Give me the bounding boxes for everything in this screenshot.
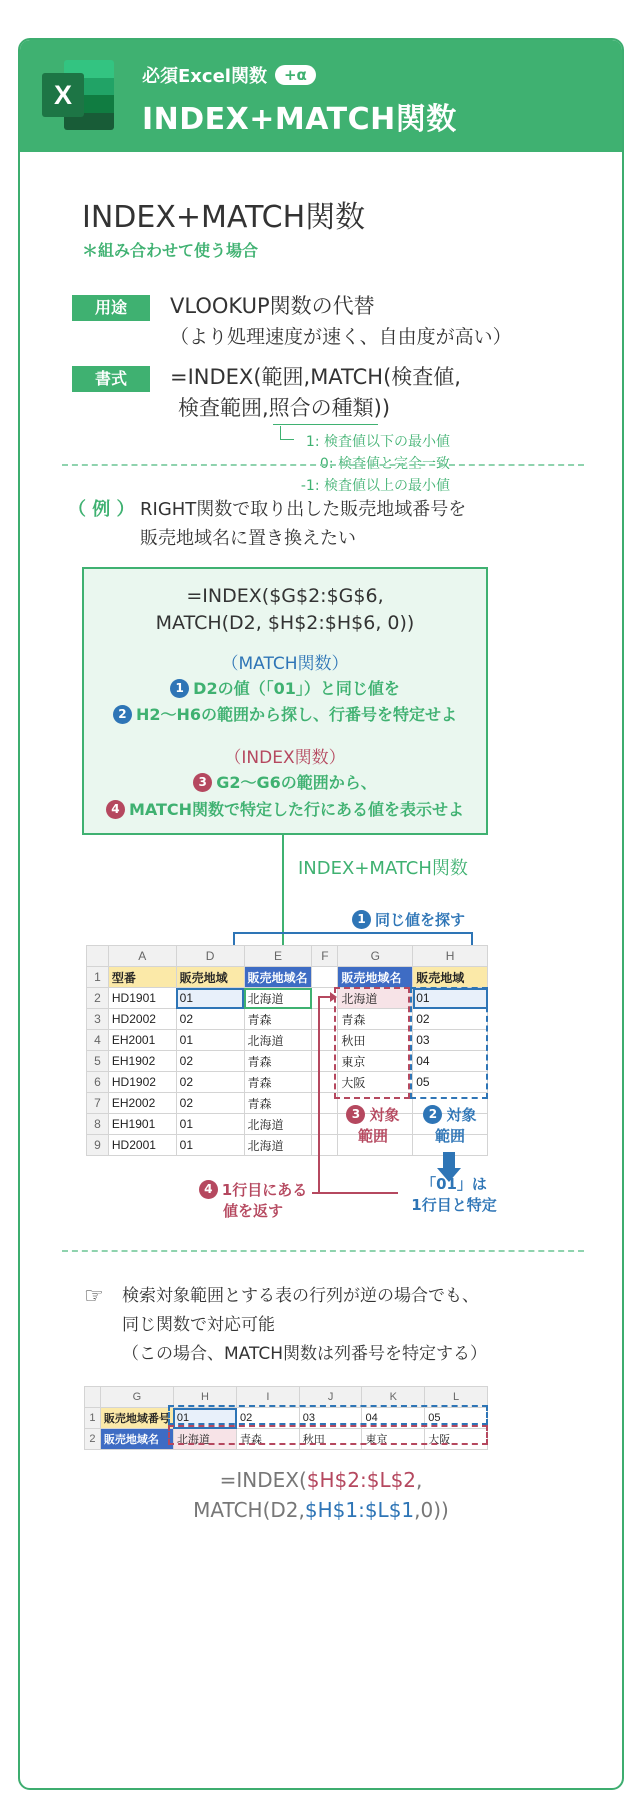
- row-num: 1: [85, 1408, 101, 1429]
- step-1-number: 1: [170, 679, 189, 698]
- callout-result-line1: 「01」は: [421, 1175, 487, 1193]
- target-2-line2: 範囲: [434, 1127, 465, 1145]
- range-h-outline: [410, 987, 488, 1099]
- callout-return-line1: 1行目にある: [221, 1181, 308, 1199]
- index-match-label: INDEX+MATCH関数: [298, 858, 468, 879]
- cell: 大阪: [425, 1429, 488, 1450]
- cell: 02: [176, 1093, 244, 1114]
- cell: 青森: [338, 1009, 413, 1030]
- cell: 02: [176, 1072, 244, 1093]
- cell: 東京: [338, 1051, 413, 1072]
- cell: 北海道: [244, 1114, 312, 1135]
- target-range-2: [414, 1105, 486, 1147]
- step-3-text: G2〜G6の範囲から、: [216, 773, 377, 792]
- formula-box: [82, 567, 488, 835]
- formula-line1: =INDEX($G$2:$G$6,: [186, 585, 384, 607]
- cell: [312, 1135, 338, 1156]
- col-head-g: G: [338, 946, 413, 967]
- return-arrow-head-icon: [330, 992, 337, 1002]
- col-head-f: F: [312, 946, 338, 967]
- header-subtitle: [142, 62, 316, 88]
- row-num: 3: [87, 1009, 109, 1030]
- cell: 青森: [244, 1072, 312, 1093]
- range-g-outline: [334, 987, 410, 1099]
- final-formula: [20, 1465, 622, 1525]
- cell: [312, 1114, 338, 1135]
- row-num: 4: [87, 1030, 109, 1051]
- final-formula-part: =INDEX(: [219, 1468, 307, 1492]
- step-3: [84, 770, 486, 793]
- callout-return: [188, 1180, 318, 1222]
- col-head-g: G: [100, 1387, 173, 1408]
- col-head-e: E: [244, 946, 312, 967]
- callout-4-number: 4: [199, 1180, 218, 1199]
- cell-e2: 北海道: [244, 988, 312, 1009]
- usage-line2: （より処理速度が速く、自由度が高い）: [170, 326, 512, 348]
- syntax-option-0: 0: 検査値と完全一致: [319, 456, 450, 472]
- example-line1: RIGHT関数で取り出した販売地域番号を: [140, 499, 467, 520]
- final-formula-part: ,: [416, 1468, 423, 1492]
- cell: 05: [425, 1408, 488, 1429]
- formula-line2: MATCH(D2, $H$2:$H$6, 0)): [155, 612, 415, 634]
- pointing-hand-icon: ☞: [84, 1284, 104, 1309]
- cell: 01: [176, 1135, 244, 1156]
- cell: 東京: [362, 1429, 425, 1450]
- cell: 青森: [237, 1429, 300, 1450]
- example-label: （ 例 ）: [68, 499, 135, 520]
- target-3-number: 3: [346, 1105, 365, 1124]
- step-4: [84, 797, 486, 820]
- divider: [62, 464, 584, 466]
- col-head-a: A: [108, 946, 176, 967]
- step-2-text: H2〜H6の範囲から探し、行番号を特定せよ: [135, 705, 458, 724]
- cell: EH2002: [108, 1093, 176, 1114]
- cell: EH1901: [108, 1114, 176, 1135]
- excel-logo-icon: X: [42, 60, 114, 130]
- row-num: 9: [87, 1135, 109, 1156]
- syntax-line1: =INDEX(範囲,MATCH(検査値,: [170, 365, 461, 389]
- target-2-number: 2: [423, 1105, 442, 1124]
- callout-return-line2: 値を返す: [222, 1202, 283, 1220]
- col-head-k: K: [362, 1387, 425, 1408]
- tip-line3: （この場合、MATCH関数は列番号を特定する）: [122, 1344, 488, 1364]
- tip-line1: 検索対象範囲とする表の行列が逆の場合でも、: [122, 1286, 479, 1306]
- cell: 02: [237, 1408, 300, 1429]
- step-2: [84, 702, 486, 725]
- header-banner: [20, 40, 622, 152]
- cell: 北海道: [173, 1429, 236, 1450]
- cell: HD1902: [108, 1072, 176, 1093]
- example-line2: 販売地域名に置き換えたい: [140, 528, 356, 549]
- cell: 秋田: [338, 1030, 413, 1051]
- header-cell: [312, 967, 338, 988]
- callout-1-number: 1: [352, 910, 371, 929]
- col-head-h: H: [413, 946, 488, 967]
- cell: 秋田: [299, 1429, 362, 1450]
- corner-cell: [85, 1387, 101, 1408]
- usage-line1: VLOOKUP関数の代替: [170, 294, 375, 318]
- cell-h2: 01: [413, 988, 488, 1009]
- cell: HD1901: [108, 988, 176, 1009]
- cell: 02: [413, 1009, 488, 1030]
- header-badge: +α: [275, 65, 316, 85]
- syntax-line2: 検査範囲,照合の種類)): [178, 396, 391, 420]
- header-cell: 型番: [108, 967, 176, 988]
- col-head-d: D: [176, 946, 244, 967]
- cell: 青森: [244, 1093, 312, 1114]
- row-num: 2: [87, 988, 109, 1009]
- cell: 01: [173, 1408, 236, 1429]
- step-4-number: 4: [106, 800, 125, 819]
- cell: 01: [176, 1030, 244, 1051]
- row-num: 8: [87, 1114, 109, 1135]
- infographic-card: [18, 38, 624, 1790]
- match-heading: （MATCH関数）: [221, 654, 349, 674]
- target-3-line1: 対象: [369, 1106, 400, 1124]
- step-2-number: 2: [113, 705, 132, 724]
- col-head-l: L: [425, 1387, 488, 1408]
- callout-search-same-text: 同じ値を探す: [375, 911, 466, 929]
- target-3-line2: 範囲: [357, 1127, 388, 1145]
- return-line-bottom: [318, 1192, 398, 1194]
- divider-2: [62, 1250, 584, 1252]
- cell: 04: [362, 1408, 425, 1429]
- cell: 03: [413, 1030, 488, 1051]
- cell: 01: [176, 1114, 244, 1135]
- final-formula-range-blue: $H$1:$L$1: [304, 1498, 415, 1522]
- cell-d2: 01: [176, 988, 244, 1009]
- cell-g2: 北海道: [338, 988, 413, 1009]
- header-subtitle-text: 必須Excel関数: [142, 66, 267, 87]
- header-cell: 販売地域名: [100, 1429, 173, 1450]
- header-cell: 販売地域名: [338, 967, 413, 988]
- step-1: [84, 676, 486, 699]
- cell: 大阪: [338, 1072, 413, 1093]
- final-formula-part: MATCH(D2,: [193, 1498, 305, 1522]
- step-4-text: MATCH関数で特定した行にある値を表示せよ: [128, 800, 465, 819]
- cell: 04: [413, 1051, 488, 1072]
- range-row1-outline: [168, 1405, 488, 1425]
- row-num: 2: [85, 1429, 101, 1450]
- final-formula-range-red: $H$2:$L$2: [306, 1468, 417, 1492]
- cell: 02: [176, 1009, 244, 1030]
- cell: 北海道: [244, 1030, 312, 1051]
- index-heading: （INDEX関数）: [224, 748, 346, 768]
- target-range-3: [340, 1105, 406, 1147]
- callout-result-line2: 1行目と特定: [411, 1196, 497, 1214]
- header-cell: 販売地域名: [244, 967, 312, 988]
- col-head-j: J: [299, 1387, 362, 1408]
- col-head-h: H: [173, 1387, 236, 1408]
- callout-result: [398, 1174, 510, 1216]
- row-num: 7: [87, 1093, 109, 1114]
- corner-cell: [87, 946, 109, 967]
- syntax-option-1: 1: 検査値以下の最小値: [305, 434, 450, 450]
- cell: 02: [176, 1051, 244, 1072]
- syntax-option-minus1: -1: 検査値以上の最小値: [300, 478, 450, 494]
- section-note: ＊組み合わせて使う場合: [82, 241, 259, 260]
- header-cell: 販売地域番号: [100, 1408, 173, 1429]
- cell: 北海道: [244, 1135, 312, 1156]
- header-title: INDEX+MATCH関数: [142, 102, 457, 137]
- row-num: 5: [87, 1051, 109, 1072]
- callout-search-same: [352, 909, 465, 930]
- syntax-tag: 書式: [72, 366, 150, 392]
- cell: 03: [299, 1408, 362, 1429]
- cell: 05: [413, 1072, 488, 1093]
- section-title: INDEX+MATCH関数: [82, 200, 366, 235]
- header-cell: 販売地域: [176, 967, 244, 988]
- tip-line2: 同じ関数で対応可能: [122, 1315, 275, 1335]
- cell: 青森: [244, 1051, 312, 1072]
- step-1-text: D2の値（「01」）と同じ値を: [193, 679, 400, 698]
- cell: HD2001: [108, 1135, 176, 1156]
- range-row2-outline: [168, 1425, 488, 1445]
- col-head-i: I: [237, 1387, 300, 1408]
- final-formula-part: ,0)): [414, 1498, 449, 1522]
- cell: HD2002: [108, 1009, 176, 1030]
- row-num: 6: [87, 1072, 109, 1093]
- return-line-vertical: [318, 996, 320, 1194]
- usage-tag: 用途: [72, 295, 150, 321]
- row-num: 1: [87, 967, 109, 988]
- step-3-number: 3: [193, 773, 212, 792]
- cell: EH1902: [108, 1051, 176, 1072]
- syntax-underline: [273, 424, 378, 425]
- target-2-line1: 対象: [446, 1106, 477, 1124]
- cell: EH2001: [108, 1030, 176, 1051]
- cell: 青森: [244, 1009, 312, 1030]
- header-cell: 販売地域: [413, 967, 488, 988]
